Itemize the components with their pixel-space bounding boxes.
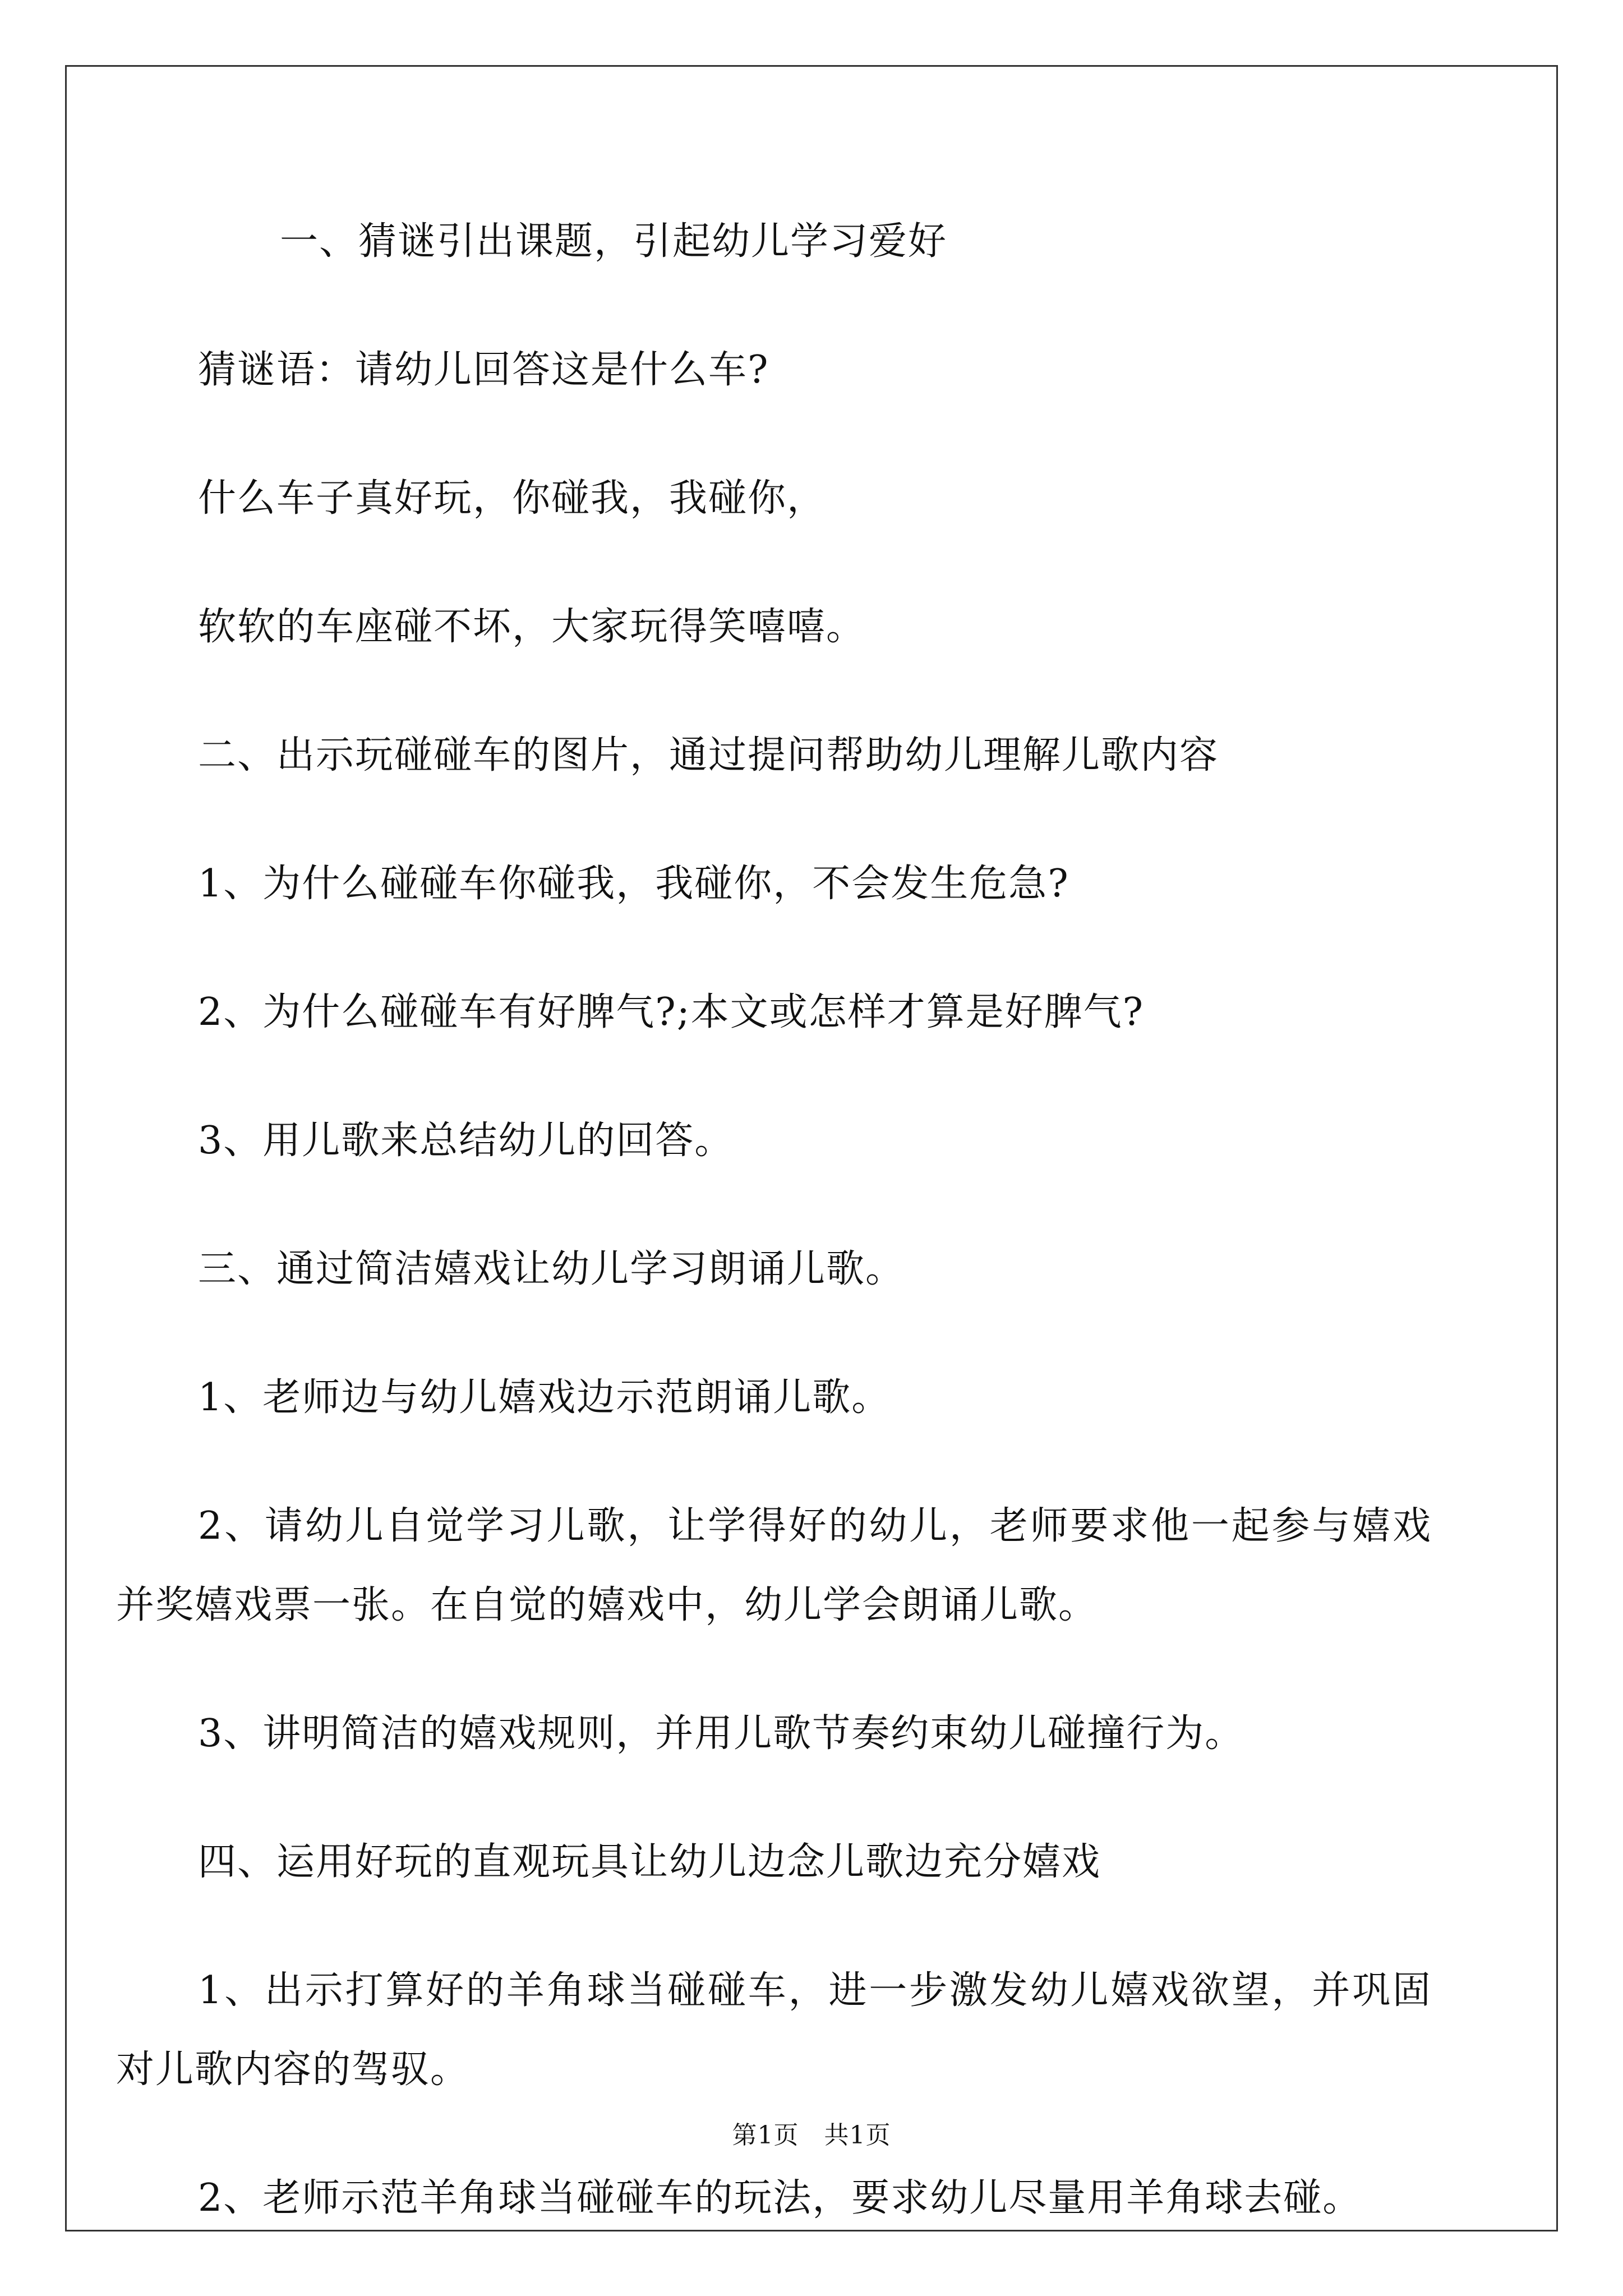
page-footer: 第1页 共1页: [732, 2121, 891, 2150]
paragraph: 2、请幼儿自觉学习儿歌，让学得好的幼儿，老师要求他一起参与嬉戏并奖嬉戏票一张。在自觉的嬉戏中，幼儿学会朗诵儿歌。: [116, 1504, 1432, 1627]
paragraph: 2、为什么碰碰车有好脾气?;本文或怎样才算是好脾气?: [198, 990, 1145, 1034]
paragraph: 1、为什么碰碰车你碰我，我碰你，不会发生危急?: [198, 862, 1069, 906]
paragraph: 1、老师边与幼儿嬉戏边示范朗诵儿歌。: [198, 1375, 891, 1420]
paragraph: 3、用儿歌来总结幼儿的回答。: [198, 1119, 734, 1163]
paragraph: 1、出示打算好的羊角球当碰碰车，进一步激发幼儿嬉戏欲望，并巩固对儿歌内容的驾驭。: [116, 1968, 1432, 2092]
paragraph: 三、通过简洁嬉戏让幼儿学习朗诵儿歌。: [198, 1247, 905, 1291]
paragraph: 软软的车座碰不坏，大家玩得笑嘻嘻。: [198, 605, 866, 649]
paragraph: 一、猜谜引出课题，引起幼儿学习爱好: [280, 219, 948, 264]
paragraph: 猜谜语：请幼儿回答这是什么车?: [198, 348, 769, 392]
document-body: [116, 202, 1432, 2287]
paragraph: 2、老师示范羊角球当碰碰车的玩法，要求幼儿尽量用羊角球去碰。: [198, 2176, 1362, 2220]
paragraph: 什么车子真好玩，你碰我，我碰你，: [198, 476, 827, 521]
paragraph: 四、运用好玩的直观玩具让幼儿边念儿歌边充分嬉戏: [198, 1840, 1101, 1884]
paragraph: 二、出示玩碰碰车的图片，通过提问帮助幼儿理解儿歌内容: [198, 733, 1219, 777]
paragraph: 3、讲明简洁的嬉戏规则，并用儿歌节奏约束幼儿碰撞行为。: [198, 1711, 1244, 1756]
